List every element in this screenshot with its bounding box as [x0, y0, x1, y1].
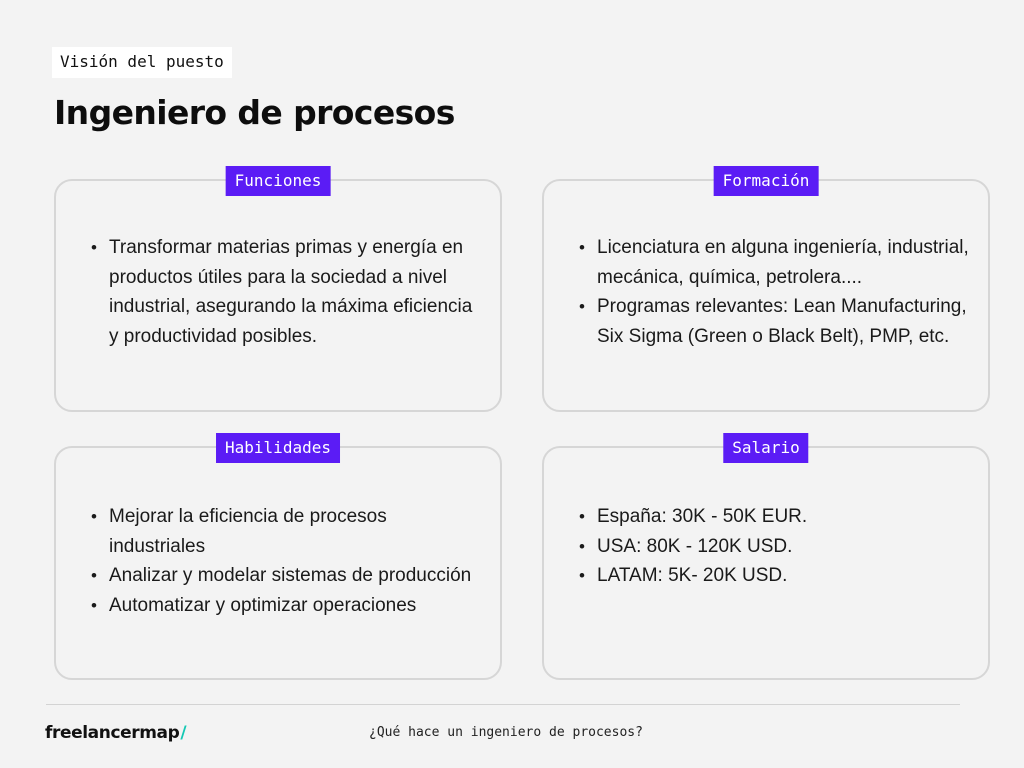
brand-slash: / [180, 723, 187, 743]
card-label-habilidades: Habilidades [216, 433, 340, 463]
list-item: • Mejorar la eficiencia de procesos industriales [90, 502, 482, 561]
page-title: Ingeniero de procesos [54, 93, 455, 132]
list-item: • Licenciatura en alguna ingeniería, industrial, mecánica, química, petrolera.... [578, 233, 970, 292]
card-label-formacion: Formación [714, 166, 819, 196]
card-formacion [542, 171, 990, 412]
card-label-funciones: Funciones [226, 166, 331, 196]
list-item: • España: 30K - 50K EUR. [578, 502, 970, 532]
funciones-list [90, 233, 482, 351]
list-item: • Automatizar y optimizar operaciones [90, 591, 482, 621]
eyebrow-tag: Visión del puesto [52, 47, 232, 78]
freelancermap-logo [45, 723, 186, 743]
footer-divider [46, 704, 960, 705]
card-funciones [54, 171, 502, 412]
list-item: • USA: 80K - 120K USD. [578, 532, 970, 562]
salario-list [578, 502, 970, 591]
habilidades-list [90, 502, 482, 620]
footer-caption: ¿Qué hace un ingeniero de procesos? [369, 725, 643, 740]
card-label-salario: Salario [723, 433, 808, 463]
brand-text: freelancermap [45, 723, 180, 743]
card-salario [542, 438, 990, 680]
card-habilidades [54, 438, 502, 680]
list-item: • Analizar y modelar sistemas de producción [90, 561, 482, 591]
list-item: • LATAM: 5K- 20K USD. [578, 561, 970, 591]
list-item: • Transformar materias primas y energía en productos útiles para la sociedad a nivel industrial, asegurando la máxima eficiencia y productividad posibles. [90, 233, 482, 351]
formacion-list [578, 233, 970, 351]
list-item: • Programas relevantes: Lean Manufacturing, Six Sigma (Green o Black Belt), PMP, etc. [578, 292, 970, 351]
